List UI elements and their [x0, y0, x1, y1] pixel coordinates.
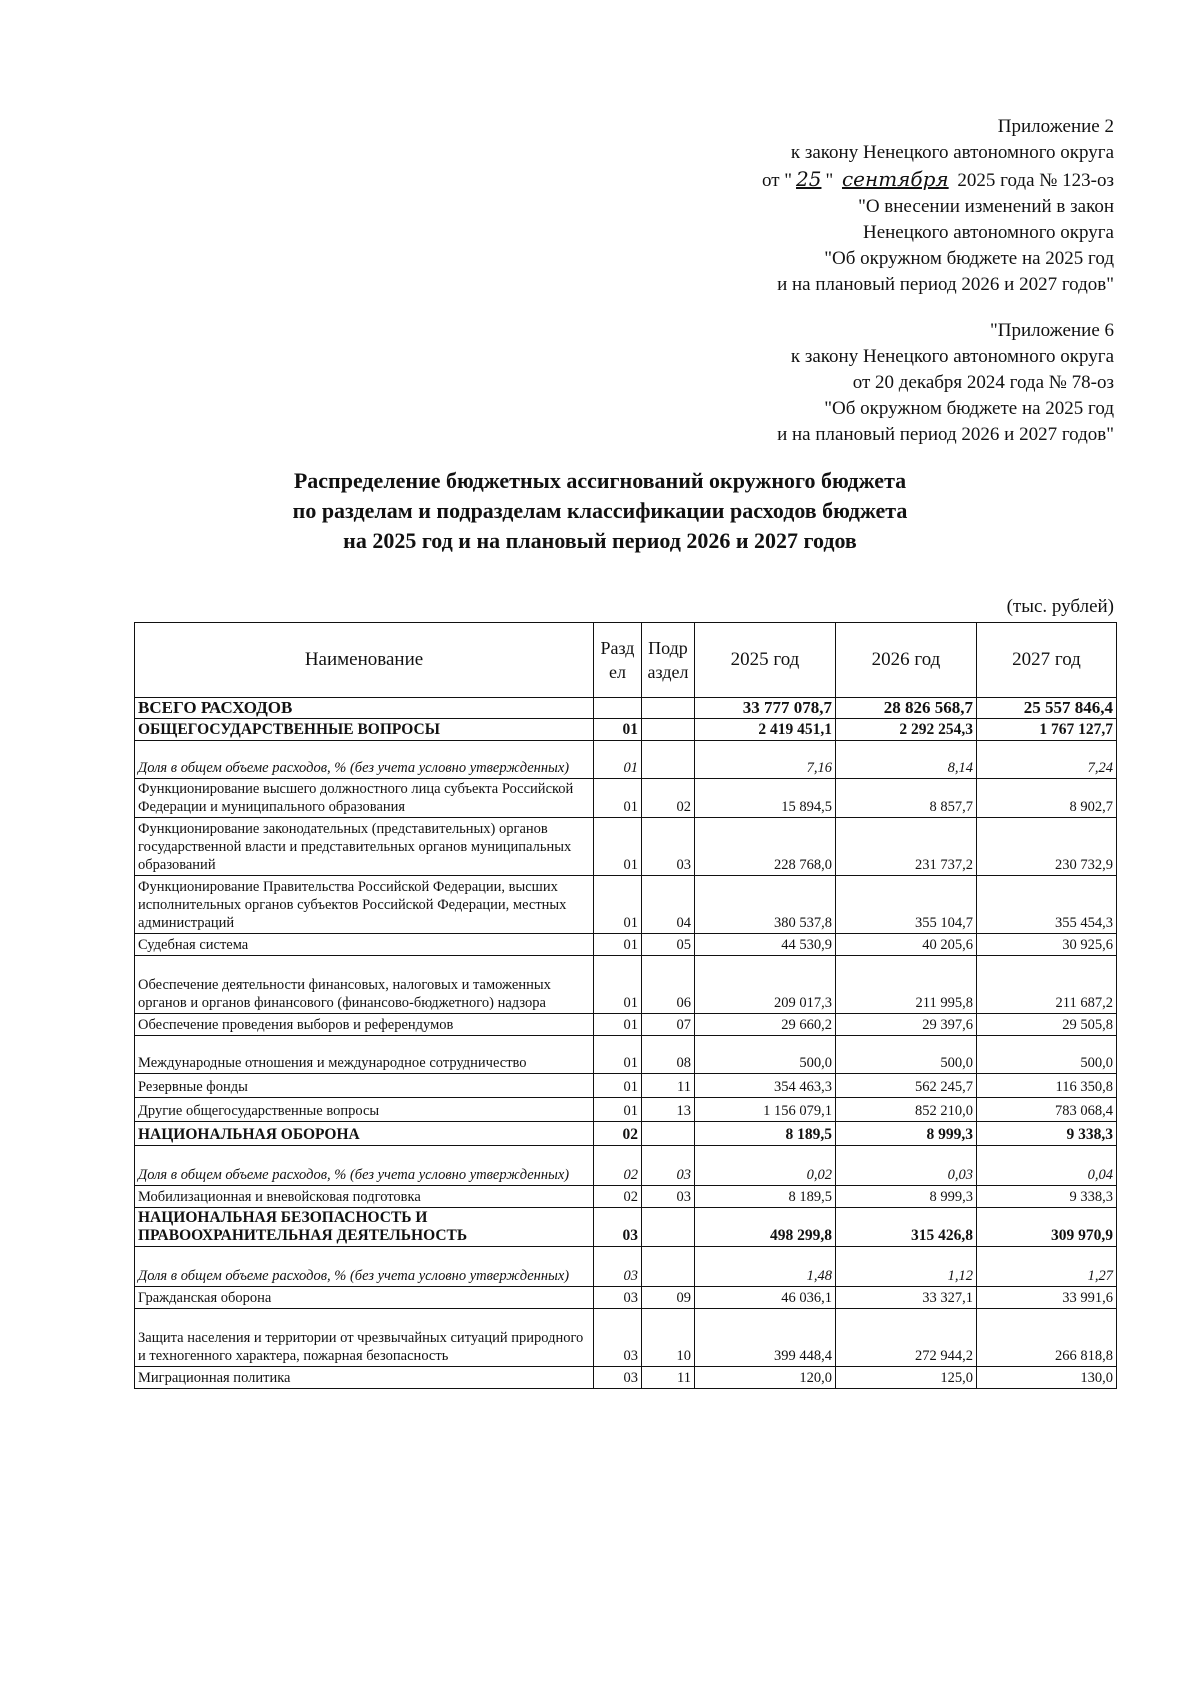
row-value-2027: 0,04	[977, 1146, 1117, 1186]
row-name: Обеспечение проведения выборов и референдумов	[135, 1014, 594, 1036]
row-value-2026: 2 292 254,3	[836, 719, 977, 741]
row-subsection-code: 06	[642, 956, 695, 1014]
row-value-2025: 1,48	[695, 1247, 836, 1287]
row-subsection-code: 09	[642, 1287, 695, 1309]
row-value-2027: 29 505,8	[977, 1014, 1117, 1036]
row-subsection-code	[642, 1122, 695, 1146]
row-name: Доля в общем объеме расходов, % (без учета условно утвержденных)	[135, 1247, 594, 1287]
row-subsection-code: 08	[642, 1036, 695, 1074]
document-title	[0, 466, 1200, 556]
row-name: ОБЩЕГОСУДАРСТВЕННЫЕ ВОПРОСЫ	[135, 719, 594, 741]
row-subsection-code: 03	[642, 1186, 695, 1208]
table-row	[135, 1208, 1117, 1247]
row-section-code: 01	[594, 779, 642, 818]
table-row	[135, 1247, 1117, 1287]
appendix-prev-line: и на плановый период 2026 и 2027 годов"	[777, 424, 1114, 445]
row-subsection-code: 02	[642, 779, 695, 818]
header-name: Наименование	[135, 623, 594, 698]
row-name: Защита населения и территории от чрезвычайных ситуаций природного и техногенного характера, пожарная безопасность	[135, 1309, 594, 1367]
row-value-2027: 25 557 846,4	[977, 698, 1117, 719]
row-value-2025: 8 189,5	[695, 1186, 836, 1208]
table-header-row	[135, 623, 1117, 698]
table-row	[135, 719, 1117, 741]
header-section: Разд ел	[594, 623, 642, 698]
row-name: Функционирование высшего должностного лица субъекта Российской Федерации и муниципального образования	[135, 779, 594, 818]
row-section-code: 01	[594, 719, 642, 741]
row-name: Международные отношения и международное сотрудничество	[135, 1036, 594, 1074]
row-section-code: 02	[594, 1146, 642, 1186]
row-value-2025: 0,02	[695, 1146, 836, 1186]
row-value-2026: 272 944,2	[836, 1309, 977, 1367]
row-value-2025: 120,0	[695, 1367, 836, 1389]
row-value-2026: 211 995,8	[836, 956, 977, 1014]
row-value-2026: 852 210,0	[836, 1098, 977, 1122]
appendix-line: и на плановый период 2026 и 2027 годов"	[777, 274, 1114, 295]
table-row	[135, 1036, 1117, 1074]
row-name: Функционирование Правительства Российской Федерации, высших исполнительных органов субъектов Российской Федерации, местных администраций	[135, 876, 594, 934]
row-value-2026: 8 999,3	[836, 1186, 977, 1208]
table-row	[135, 934, 1117, 956]
header-subsection: Подр аздел	[642, 623, 695, 698]
appendix-date-quote: "	[825, 170, 834, 191]
row-name: Судебная система	[135, 934, 594, 956]
row-value-2027: 33 991,6	[977, 1287, 1117, 1309]
appendix-date-prefix: от "	[761, 170, 793, 191]
row-value-2027: 309 970,9	[977, 1208, 1117, 1247]
row-value-2026: 562 245,7	[836, 1074, 977, 1098]
appendix-prev-line: "Об окружном бюджете на 2025 год	[824, 398, 1114, 419]
row-value-2025: 498 299,8	[695, 1208, 836, 1247]
row-section-code: 01	[594, 741, 642, 779]
row-value-2027: 116 350,8	[977, 1074, 1117, 1098]
table-row	[135, 1367, 1117, 1389]
header-2025: 2025 год	[695, 623, 836, 698]
row-subsection-code	[642, 741, 695, 779]
appendix-prev-line: к закону Ненецкого автономного округа	[790, 346, 1114, 367]
appendix-line: Приложение 2	[997, 116, 1114, 137]
row-value-2027: 30 925,6	[977, 934, 1117, 956]
row-value-2025: 500,0	[695, 1036, 836, 1074]
row-value-2025: 2 419 451,1	[695, 719, 836, 741]
table-row	[135, 1146, 1117, 1186]
appendix-line: "О внесении изменений в закон	[858, 196, 1114, 217]
row-value-2025: 7,16	[695, 741, 836, 779]
row-section-code: 01	[594, 1036, 642, 1074]
row-subsection-code: 03	[642, 1146, 695, 1186]
units-label: (тыс. рублей)	[1006, 596, 1114, 617]
handwritten-month: сентября	[841, 167, 949, 191]
row-name: ВСЕГО РАСХОДОВ	[135, 698, 594, 719]
row-name: Доля в общем объеме расходов, % (без учета условно утвержденных)	[135, 741, 594, 779]
row-name: Резервные фонды	[135, 1074, 594, 1098]
row-value-2025: 15 894,5	[695, 779, 836, 818]
appendix-line: к закону Ненецкого автономного округа	[790, 142, 1114, 163]
appendix-block	[762, 114, 1114, 298]
row-subsection-code: 05	[642, 934, 695, 956]
row-name: Другие общегосударственные вопросы	[135, 1098, 594, 1122]
row-value-2026: 231 737,2	[836, 818, 977, 876]
row-value-2025: 228 768,0	[695, 818, 836, 876]
appendix-line: "Об окружном бюджете на 2025 год	[824, 248, 1114, 269]
row-subsection-code: 03	[642, 818, 695, 876]
appendix-line: Ненецкого автономного округа	[862, 222, 1114, 243]
row-value-2026: 0,03	[836, 1146, 977, 1186]
row-name: Функционирование законодательных (представительных) органов государственной власти и представительных органов муниципальных образований	[135, 818, 594, 876]
table-row	[135, 1186, 1117, 1208]
header-2026: 2026 год	[836, 623, 977, 698]
row-value-2026: 8 999,3	[836, 1122, 977, 1146]
row-section-code: 01	[594, 1014, 642, 1036]
row-subsection-code: 10	[642, 1309, 695, 1367]
row-section-code: 03	[594, 1208, 642, 1247]
row-value-2025: 354 463,3	[695, 1074, 836, 1098]
table-row	[135, 956, 1117, 1014]
row-subsection-code: 13	[642, 1098, 695, 1122]
row-value-2025: 209 017,3	[695, 956, 836, 1014]
row-value-2026: 29 397,6	[836, 1014, 977, 1036]
row-name: НАЦИОНАЛЬНАЯ ОБОРОНА	[135, 1122, 594, 1146]
row-value-2027: 211 687,2	[977, 956, 1117, 1014]
row-section-code: 01	[594, 1074, 642, 1098]
title-line: по разделам и подразделам классификации расходов бюджета	[292, 498, 908, 523]
row-name: Гражданская оборона	[135, 1287, 594, 1309]
row-value-2027: 8 902,7	[977, 779, 1117, 818]
row-section-code: 01	[594, 1098, 642, 1122]
title-line: на 2025 год и на плановый период 2026 и 2027 годов	[343, 528, 857, 553]
table-row	[135, 741, 1117, 779]
row-value-2025: 380 537,8	[695, 876, 836, 934]
row-subsection-code	[642, 1208, 695, 1247]
row-value-2025: 29 660,2	[695, 1014, 836, 1036]
appendix-prev-block	[777, 318, 1114, 448]
row-value-2026: 1,12	[836, 1247, 977, 1287]
row-value-2027: 130,0	[977, 1367, 1117, 1389]
row-value-2027: 355 454,3	[977, 876, 1117, 934]
row-section-code: 03	[594, 1309, 642, 1367]
row-value-2027: 1,27	[977, 1247, 1117, 1287]
row-value-2026: 40 205,6	[836, 934, 977, 956]
title-line: Распределение бюджетных ассигнований окружного бюджета	[293, 468, 907, 493]
table-row	[135, 1309, 1117, 1367]
row-subsection-code: 11	[642, 1074, 695, 1098]
row-value-2027: 783 068,4	[977, 1098, 1117, 1122]
row-name: Миграционная политика	[135, 1367, 594, 1389]
row-name: НАЦИОНАЛЬНАЯ БЕЗОПАСНОСТЬ И ПРАВООХРАНИТЕЛЬНАЯ ДЕЯТЕЛЬНОСТЬ	[135, 1208, 594, 1247]
row-value-2027: 9 338,3	[977, 1122, 1117, 1146]
row-value-2026: 355 104,7	[836, 876, 977, 934]
header-2027: 2027 год	[977, 623, 1117, 698]
row-section-code: 02	[594, 1122, 642, 1146]
row-subsection-code	[642, 719, 695, 741]
row-subsection-code: 11	[642, 1367, 695, 1389]
appendix-date-line	[762, 166, 1114, 194]
table-row	[135, 1014, 1117, 1036]
appendix-date-suffix: 2025 года № 123-оз	[957, 170, 1114, 191]
table-row	[135, 818, 1117, 876]
appendix-prev-line: от 20 декабря 2024 года № 78-оз	[852, 372, 1114, 393]
row-value-2026: 8,14	[836, 741, 977, 779]
row-value-2027: 266 818,8	[977, 1309, 1117, 1367]
row-value-2025: 8 189,5	[695, 1122, 836, 1146]
row-name: Обеспечение деятельности финансовых, налоговых и таможенных органов и органов финансового (финансово-бюджетного) надзора	[135, 956, 594, 1014]
appendix-prev-line: "Приложение 6	[990, 320, 1114, 341]
table-row	[135, 1122, 1117, 1146]
row-value-2027: 230 732,9	[977, 818, 1117, 876]
row-section-code: 03	[594, 1287, 642, 1309]
budget-table	[134, 622, 1117, 1389]
row-value-2027: 500,0	[977, 1036, 1117, 1074]
row-value-2025: 1 156 079,1	[695, 1098, 836, 1122]
table-row	[135, 779, 1117, 818]
row-value-2025: 33 777 078,7	[695, 698, 836, 719]
row-value-2027: 7,24	[977, 741, 1117, 779]
row-section-code: 01	[594, 934, 642, 956]
row-value-2026: 125,0	[836, 1367, 977, 1389]
row-name: Доля в общем объеме расходов, % (без учета условно утвержденных)	[135, 1146, 594, 1186]
row-subsection-code: 07	[642, 1014, 695, 1036]
row-value-2027: 9 338,3	[977, 1186, 1117, 1208]
row-subsection-code	[642, 698, 695, 719]
row-value-2025: 399 448,4	[695, 1309, 836, 1367]
row-value-2026: 8 857,7	[836, 779, 977, 818]
row-name: Мобилизационная и вневойсковая подготовка	[135, 1186, 594, 1208]
row-section-code: 01	[594, 956, 642, 1014]
row-value-2026: 28 826 568,7	[836, 698, 977, 719]
row-section-code: 01	[594, 876, 642, 934]
table-row	[135, 698, 1117, 719]
row-value-2026: 500,0	[836, 1036, 977, 1074]
row-section-code: 01	[594, 818, 642, 876]
row-subsection-code: 04	[642, 876, 695, 934]
row-subsection-code	[642, 1247, 695, 1287]
table-body	[135, 698, 1117, 1389]
handwritten-day: 25	[796, 167, 822, 191]
row-section-code: 02	[594, 1186, 642, 1208]
row-section-code	[594, 698, 642, 719]
row-section-code: 03	[594, 1367, 642, 1389]
row-value-2025: 46 036,1	[695, 1287, 836, 1309]
row-value-2026: 315 426,8	[836, 1208, 977, 1247]
row-value-2026: 33 327,1	[836, 1287, 977, 1309]
row-section-code: 03	[594, 1247, 642, 1287]
table-row	[135, 876, 1117, 934]
row-value-2025: 44 530,9	[695, 934, 836, 956]
row-value-2027: 1 767 127,7	[977, 719, 1117, 741]
table-row	[135, 1074, 1117, 1098]
table-row	[135, 1287, 1117, 1309]
table-row	[135, 1098, 1117, 1122]
